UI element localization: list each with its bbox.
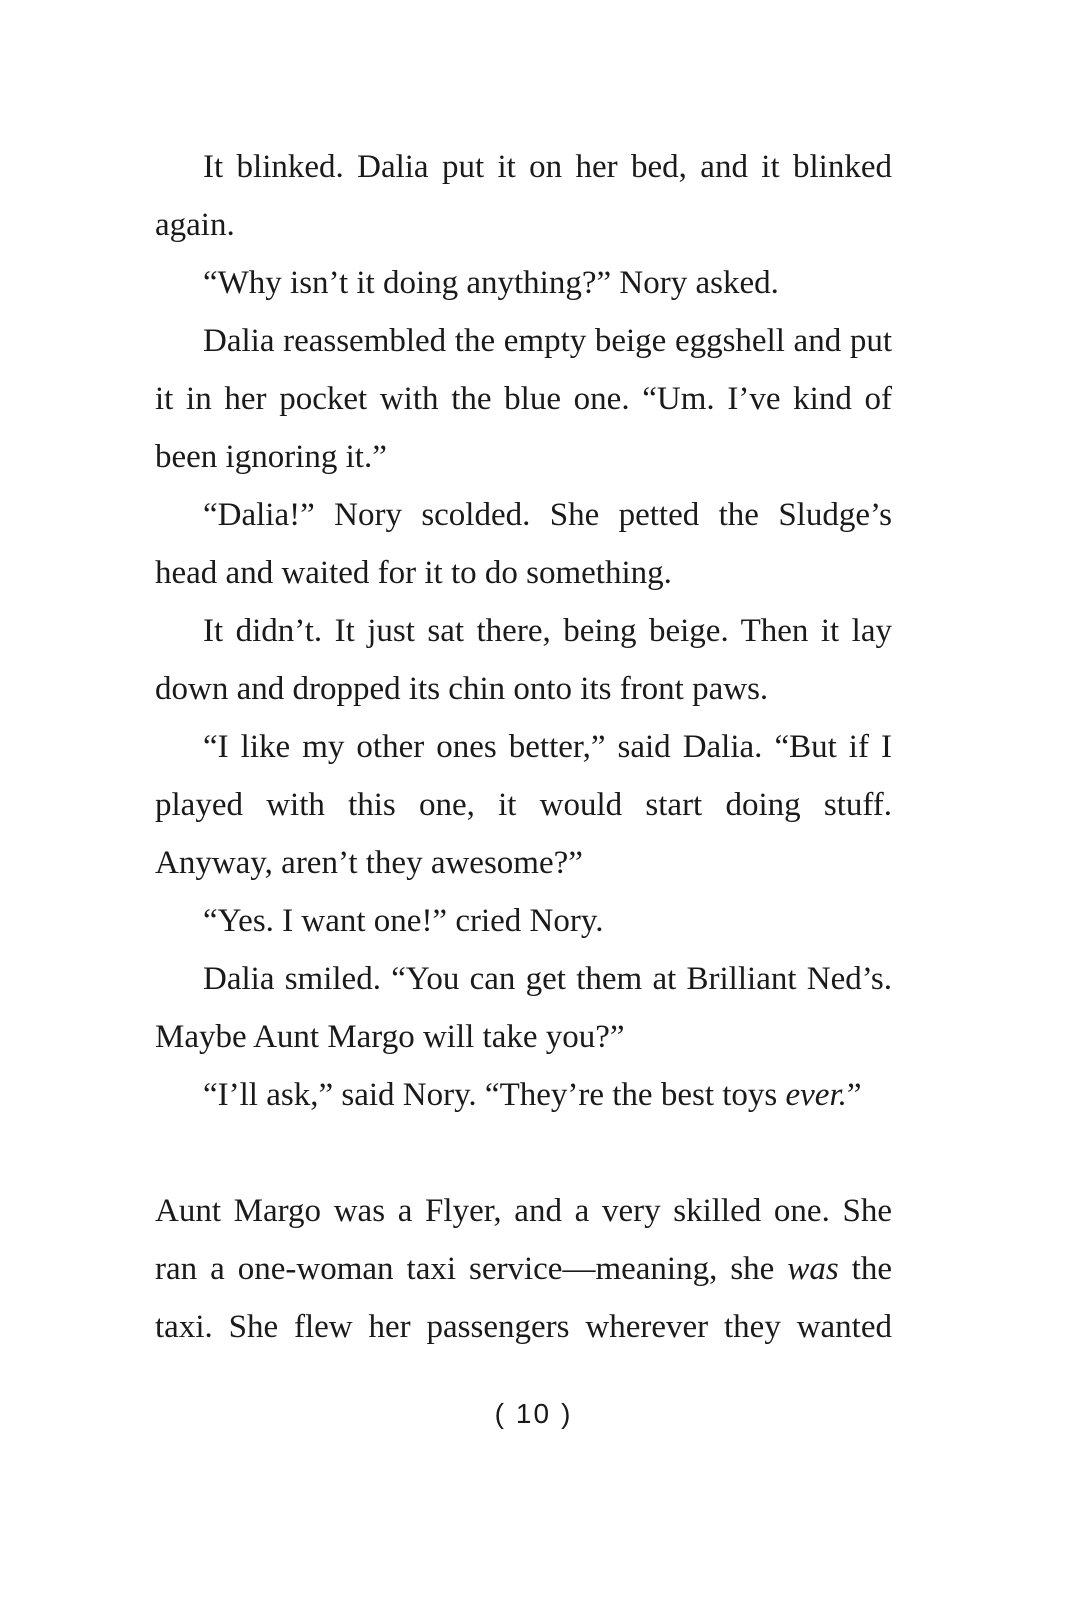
- page-number-open-paren: (: [494, 1398, 506, 1429]
- paragraph-10-tail: the taxi. She flew her passengers wherever they wanted: [155, 1251, 892, 1345]
- paragraph-9-text: “I’ll ask,” said Nory. “They’re the best toys: [203, 1077, 786, 1113]
- page-number-close-paren: ): [561, 1398, 573, 1429]
- paragraph-10-emphasis: was: [787, 1251, 839, 1287]
- paragraph-2: “Why isn’t it doing anything?” Nory asked.: [203, 265, 779, 301]
- paragraph-10-text: Aunt Margo was a Flyer, and a very skilled one. She ran a one-woman taxi service—meaning, she: [155, 1193, 892, 1287]
- book-page-text: [155, 138, 892, 1356]
- section-break: [155, 1124, 892, 1182]
- paragraph-6: “I like my other ones better,” said Dalia. “But if I played with this one, it would start doing stuff. Anyway, aren’t they awesome?”: [155, 729, 892, 881]
- paragraph-5: It didn’t. It just sat there, being beige. Then it lay down and dropped its chin onto its front paws.: [155, 613, 892, 707]
- paragraph-9-emphasis: ever.: [785, 1077, 847, 1113]
- paragraph-10: [155, 1182, 892, 1356]
- paragraph-9-close-quote: ”: [846, 1077, 862, 1113]
- paragraph-4: “Dalia!” Nory scolded. She petted the Sludge’s head and waited for it to do something.: [155, 497, 892, 591]
- paragraph-1: It blinked. Dalia put it on her bed, and it blinked again.: [155, 149, 892, 243]
- paragraph-7: “Yes. I want one!” cried Nory.: [203, 903, 604, 939]
- paragraph-9: [155, 1066, 892, 1124]
- page-number-value: 10: [515, 1398, 552, 1429]
- page-number: [0, 1398, 1067, 1430]
- paragraph-8: Dalia smiled. “You can get them at Brilliant Ned’s. Maybe Aunt Margo will take you?”: [155, 961, 892, 1055]
- paragraph-3: Dalia reassembled the empty beige eggshell and put it in her pocket with the blue one. “Um. I’ve kind of been ignoring it.”: [155, 323, 892, 475]
